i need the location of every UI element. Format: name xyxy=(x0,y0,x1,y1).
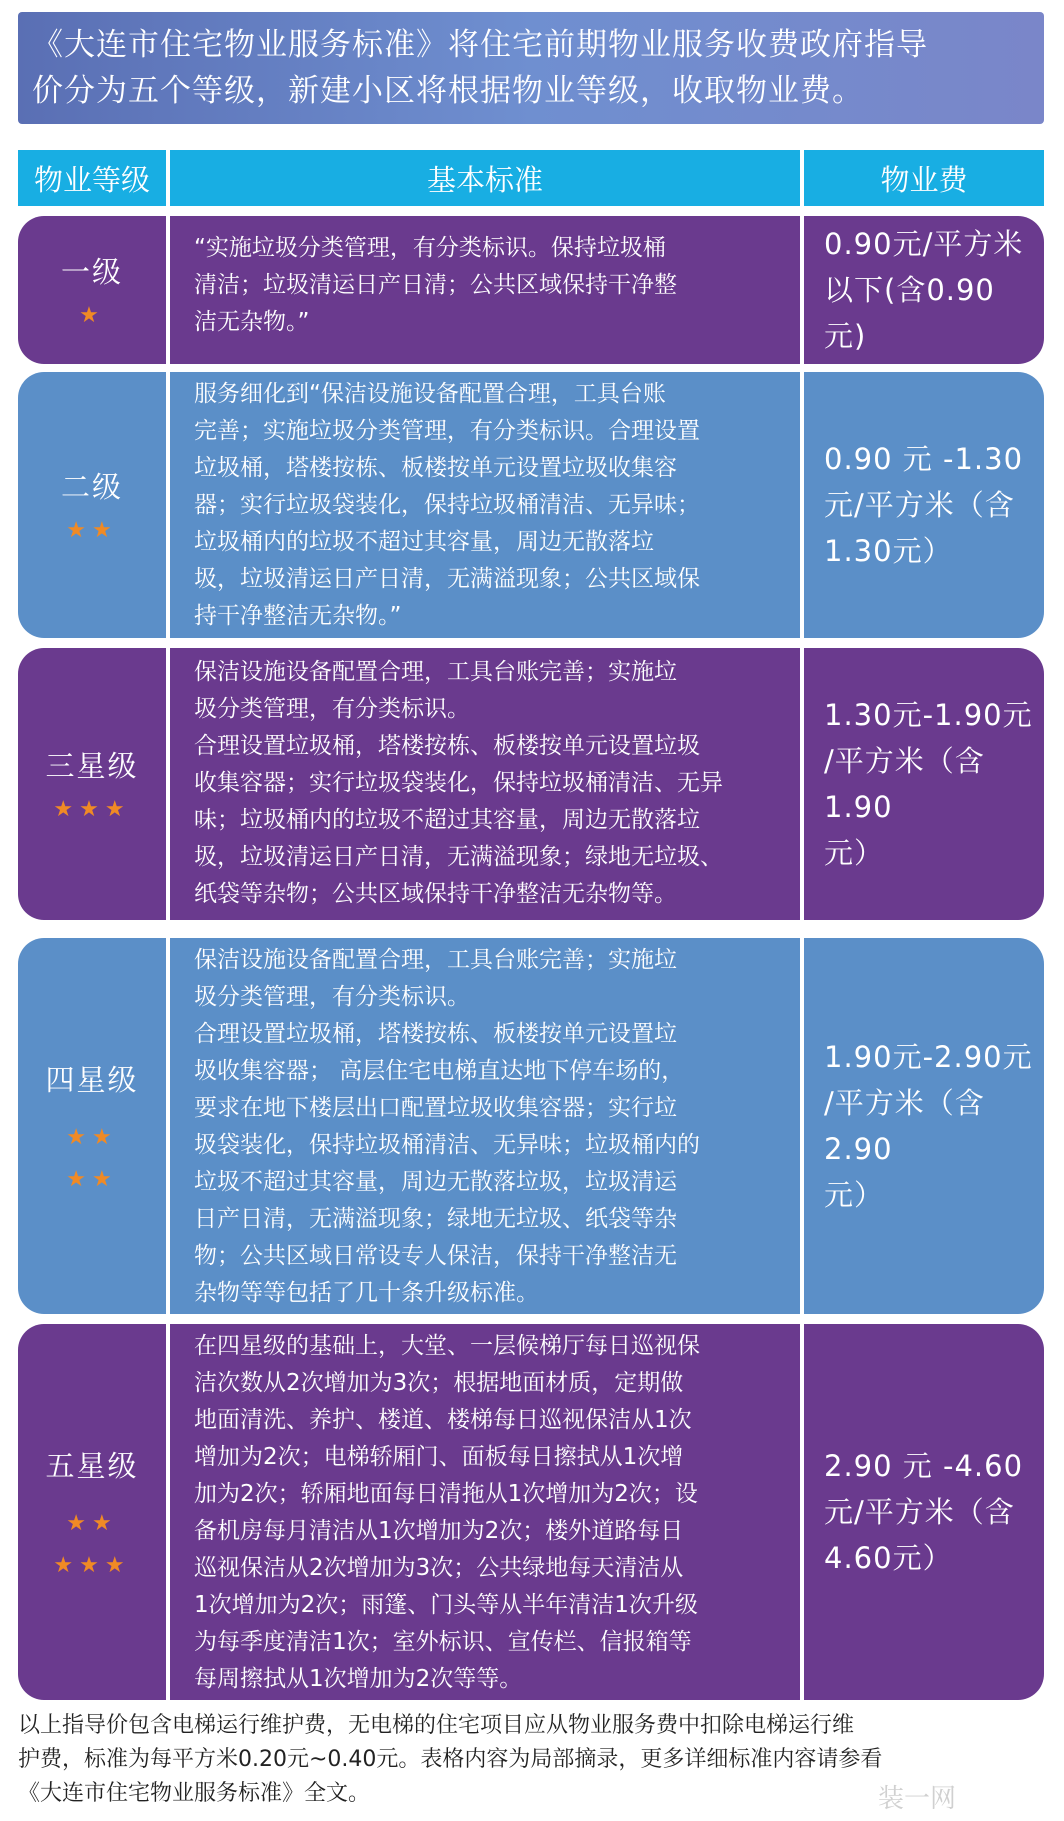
level-cell xyxy=(18,1324,166,1700)
star-rating-icon: ★★★ xyxy=(53,796,131,822)
fee-cell: 0.90 元 -1.30 元/平方米（含 1.30元） xyxy=(804,372,1044,638)
standard-cell: 在四星级的基础上，大堂、一层候梯厅每日巡视保 洁次数从2次增加为3次；根据地面材质，定期做 地面清洗、养护、楼道、楼梯每日巡视保洁从1次 增加为2次；电梯轿厢门、面板每日擦拭从1次增 加为2次；轿厢地面每日清拖从1次增加为2次；设 备机房每月清洁从1次增加为2次；楼外道路每日 巡视保洁从2次增加为3次；公共绿地每天清洁从 1次增加为2次；雨篷、门头等从半年清洁1次升级 为每季度清洁1次；室外标识、宣传栏、信报箱等 每周擦拭从1次增加为2次等等。 xyxy=(170,1324,800,1700)
footer-line-3: 《大连市住宅物业服务标准》全文。 xyxy=(18,1781,371,1806)
star-rating-icon: ★★ ★★★ xyxy=(53,1510,131,1578)
standard-cell: “实施垃圾分类管理，有分类标识。保持垃圾桶 清洁；垃圾清运日产日清；公共区域保持干净整 洁无杂物。” xyxy=(170,216,800,364)
level-name: 四星级 xyxy=(45,1062,139,1097)
title-banner xyxy=(18,12,1044,124)
star-rating-icon: ★★ xyxy=(66,517,118,543)
table-row xyxy=(18,1324,1044,1700)
header-fee: 物业费 xyxy=(804,150,1044,206)
standard-cell: 服务细化到“保洁设施设备配置合理，工具台账 完善；实施垃圾分类管理，有分类标识。合理设置 垃圾桶，塔楼按栋、板楼按单元设置垃圾收集容 器；实行垃圾袋装化，保持垃圾桶清洁、无异味； 垃圾桶内的垃圾不超过其容量，周边无散落垃 圾，垃圾清运日产日清，无满溢现象；公共区域保 持干净整洁无杂物。” xyxy=(170,372,800,638)
level-name: 三星级 xyxy=(45,748,139,783)
level-name: 五星级 xyxy=(45,1448,139,1483)
banner-line-2: 价分为五个等级，新建小区将根据物业等级，收取物业费。 xyxy=(32,73,864,109)
level-cell xyxy=(18,372,166,638)
banner-line-1: 《大连市住宅物业服务标准》将住宅前期物业服务收费政府指导 xyxy=(32,27,928,63)
fee-cell: 2.90 元 -4.60 元/平方米（含 4.60元） xyxy=(804,1324,1044,1700)
table-row xyxy=(18,648,1044,920)
level-cell xyxy=(18,216,166,364)
star-rating-icon: ★ xyxy=(79,302,105,328)
table-row xyxy=(18,938,1044,1314)
level-cell xyxy=(18,648,166,920)
fee-cell: 1.90元-2.90元 /平方米（含2.90 元） xyxy=(804,938,1044,1314)
level-cell xyxy=(18,938,166,1314)
standard-cell: 保洁设施设备配置合理，工具台账完善；实施垃 圾分类管理，有分类标识。 合理设置垃圾桶，塔楼按栋、板楼按单元设置垃 圾收集容器； 高层住宅电梯直达地下停车场的， 要求在地下楼层出口配置垃圾收集容器；实行垃 圾袋装化，保持垃圾桶清洁、无异味；垃圾桶内的 垃圾不超过其容量，周边无散落垃圾，垃圾清运 日产日清，无满溢现象；绿地无垃圾、纸袋等杂 物；公共区域日常设专人保洁，保持干净整洁无 杂物等等包括了几十条升级标准。 xyxy=(170,938,800,1314)
watermark-logo: 装一网 xyxy=(878,1784,957,1814)
level-name: 一级 xyxy=(60,254,123,289)
header-level: 物业等级 xyxy=(18,150,166,206)
standard-cell: 保洁设施设备配置合理，工具台账完善；实施垃 圾分类管理，有分类标识。 合理设置垃圾桶，塔楼按栋、板楼按单元设置垃圾 收集容器；实行垃圾袋装化，保持垃圾桶清洁、无异 味；垃圾桶内的垃圾不超过其容量，周边无散落垃 圾，垃圾清运日产日清，无满溢现象；绿地无垃圾、 纸袋等杂物；公共区域保持干净整洁无杂物等。 xyxy=(170,648,800,920)
star-rating-icon: ★★ ★★ xyxy=(66,1124,118,1192)
fee-cell: 0.90元/平方米 以下(含0.90元) xyxy=(804,216,1044,364)
footer-line-1: 以上指导价包含电梯运行维护费，无电梯的住宅项目应从物业服务费中扣除电梯运行维 xyxy=(18,1713,855,1738)
footer-line-2: 护费，标准为每平方米0.20元~0.40元。表格内容为局部摘录，更多详细标准内容请参看 xyxy=(18,1747,883,1772)
fee-cell: 1.30元-1.90元 /平方米（含1.90 元） xyxy=(804,648,1044,920)
table-row xyxy=(18,216,1044,364)
level-name: 二级 xyxy=(60,469,123,504)
header-standard: 基本标准 xyxy=(170,150,800,206)
table-row xyxy=(18,372,1044,638)
